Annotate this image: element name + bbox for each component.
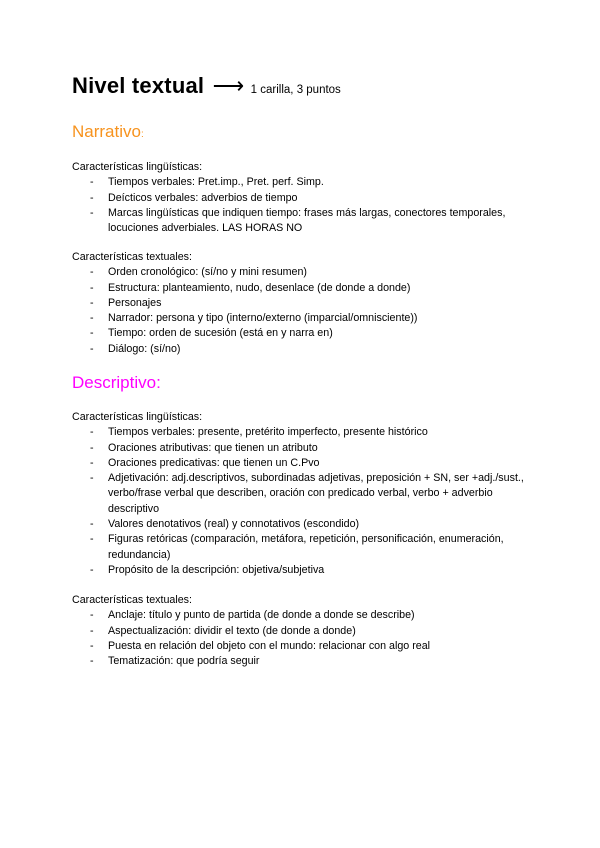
narrativo-heading-colon: : (140, 129, 144, 140)
list-item: - Tiempos verbales: Pret.imp., Pret. perf. Simp. (72, 175, 542, 190)
list-item: - Adjetivación: adj.descriptivos, subordinadas adjetivas, preposición + SN, ser +adj./sust., verbo/frase verbal que describen, oración con predicado verbal, verbo + adverbio descriptivo (72, 471, 542, 517)
list-item: - Tiempos verbales: presente, pretérito imperfecto, presente histórico (72, 425, 542, 440)
list-item: - Propósito de la descripción: objetiva/subjetiva (72, 563, 542, 578)
narrativo-linguisticas-label: Características lingüísticas: (72, 161, 203, 173)
list-item: - Valores denotativos (real) y connotativos (escondido) (72, 517, 542, 532)
list-item: - Estructura: planteamiento, nudo, desenlace (de donde a donde) (72, 281, 542, 296)
list-item: - Orden cronológico: (sí/no y mini resumen) (72, 265, 542, 280)
list-item: - Narrador: persona y tipo (interno/externo (imparcial/omnisciente)) (72, 311, 542, 326)
descriptivo-textuales-label: Características textuales: (72, 594, 192, 606)
narrativo-textuales (72, 250, 542, 357)
arrow-icon: ⟶ (212, 73, 245, 98)
narrativo-textuales-list (72, 265, 542, 357)
title-main: Nivel textual (72, 73, 205, 98)
descriptivo-textuales (72, 593, 542, 669)
list-item: - Personajes (72, 296, 542, 311)
narrativo-linguisticas (72, 160, 542, 236)
descriptivo-heading: Descriptivo: (72, 373, 161, 392)
narrativo-textuales-label: Características textuales: (72, 251, 192, 263)
list-item: - Anclaje: título y punto de partida (de donde a donde se describe) (72, 608, 542, 623)
descriptivo-linguisticas-label: Características lingüísticas: (72, 411, 203, 423)
list-item: - Deícticos verbales: adverbios de tiempo (72, 191, 542, 206)
narrativo-linguisticas-list (72, 175, 542, 236)
descriptivo-linguisticas (72, 410, 542, 578)
list-item: - Tiempo: orden de sucesión (está en y narra en) (72, 326, 542, 341)
narrativo-heading-text: Narrativo (72, 122, 141, 141)
list-item: - Puesta en relación del objeto con el mundo: relacionar con algo real (72, 639, 542, 654)
list-item: - Diálogo: (sí/no) (72, 342, 542, 357)
list-item: - Oraciones predicativas: que tienen un C.Pvo (72, 456, 542, 471)
list-item: - Tematización: que podría seguir (72, 654, 542, 669)
descriptivo-textuales-list (72, 608, 542, 669)
descriptivo-linguisticas-list (72, 425, 542, 578)
narrativo-heading (72, 122, 144, 142)
title-subtitle: 1 carilla, 3 puntos (250, 84, 341, 96)
list-item: - Marcas lingüísticas que indiquen tiempo: frases más largas, conectores temporales, locuciones adverbiales. LAS HORAS NO (72, 206, 542, 237)
page-title (72, 73, 341, 99)
list-item: - Aspectualización: dividir el texto (de donde a donde) (72, 624, 542, 639)
list-item: - Figuras retóricas (comparación, metáfora, repetición, personificación, enumeración, redundancia) (72, 532, 542, 563)
list-item: - Oraciones atributivas: que tienen un atributo (72, 441, 542, 456)
